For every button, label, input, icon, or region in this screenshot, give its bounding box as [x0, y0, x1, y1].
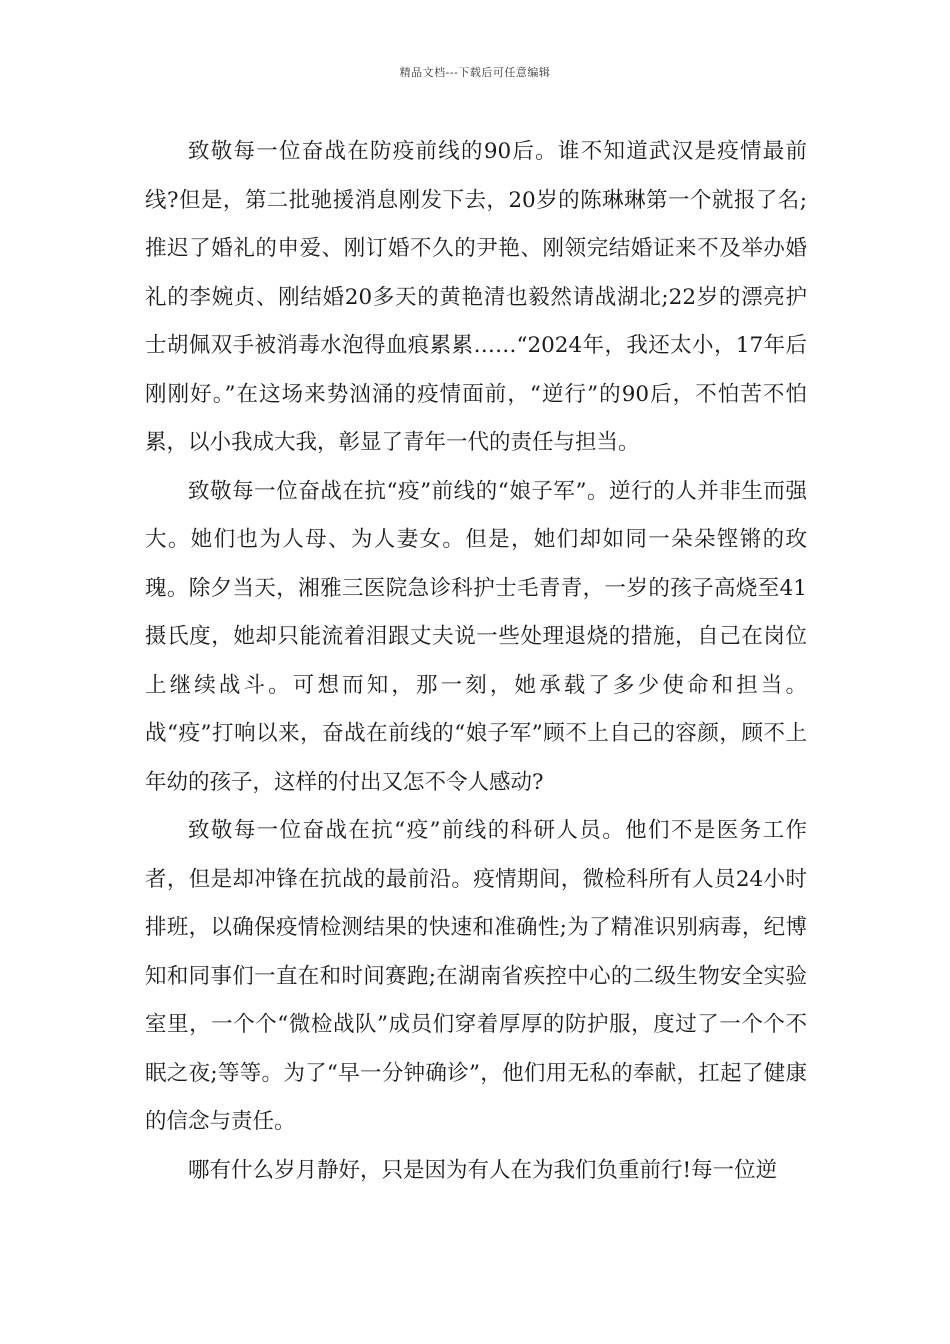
- paragraph-90s: 致敬每一位奋战在防疫前线的90后。谁不知道武汉是疫情最前线?但是，第二批驰援消息刚发下去，20岁的陈琳琳第一个就报了名;推迟了婚礼的申爱、刚订婚不久的尹艳、刚领完结婚证来不及举办婚礼的李婉贞、刚结婚20多天的黄艳清也毅然请战湖北;22岁的漂亮护士胡佩双手被消毒水泡得血痕累累……“2024年，我还太小，17年后刚刚好。”在这场来势汹涌的疫情面前，“逆行”的90后，不怕苦不怕累，以小我成大我，彰显了青年一代的责任与担当。: [145, 139, 807, 455]
- paragraph-women-workers: 致敬每一位奋战在抗“疫”前线的“娘子军”。逆行的人并非生而强大。她们也为人母、为人妻女。但是，她们却如同一朵朵铿锵的玫瑰。除夕当天，湘雅三医院急诊科护士毛青青，一岁的孩子高烧至41摄氏度，她却只能流着泪跟丈夫说一些处理退烧的措施，自己在岗位上继续战斗。可想而知，那一刻，她承载了多少使命和担当。战“疫”打响以来，奋战在前线的“娘子军”顾不上自己的容颜，顾不上年幼的孩子，这样的付出又怎不令人感动?: [145, 478, 807, 795]
- paragraph-closing: 哪有什么岁月静好，只是因为有人在为我们负重前行!每一位逆: [188, 1157, 778, 1183]
- document-body: [145, 128, 807, 1195]
- page-header: 精品文档---下载后可任意编辑: [399, 66, 551, 79]
- paragraph-researchers: 致敬每一位奋战在抗“疫”前线的科研人员。他们不是医务工作者，但是却冲锋在抗战的最前沿。疫情期间，微检科所有人员24小时排班，以确保疫情检测结果的快速和准确性;为了精准识别病毒，纪博知和同事们一直在和时间赛跑;在湖南省疾控中心的二级生物安全实验室里，一个个“微检战队”成员们穿着厚厚的防护服，度过了一个个不眠之夜;等等。为了“早一分钟确诊”，他们用无私的奉献，扛起了健康的信念与责任。: [145, 818, 807, 1134]
